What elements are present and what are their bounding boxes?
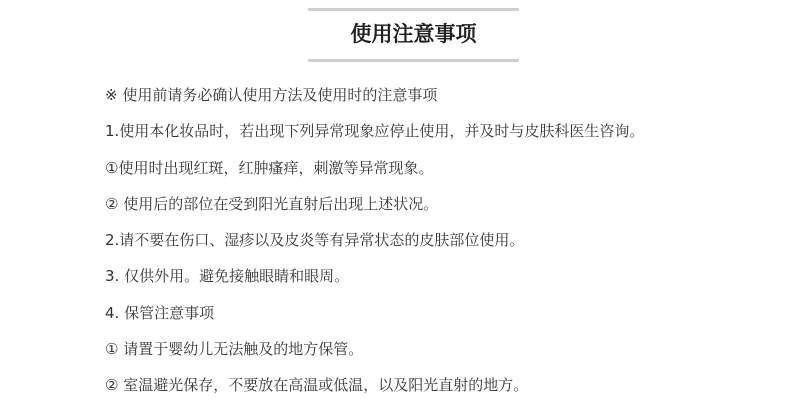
precaution-item-2: 2.请不要在伤口、湿疹以及皮炎等有异常状态的皮肤部位使用。 [105,231,525,249]
title-divider-bottom [308,59,519,62]
precautions-list [105,86,775,412]
precaution-subitem-1-1: ①使用时出现红斑，红肿瘙痒，刺激等异常现象。 [105,158,434,177]
precaution-subitem-4-2: ② 室温避光保存，不要放在高温或低温，以及阳光直射的地方。 [105,376,529,394]
precaution-intro: ※ 使用前请务必确认使用方法及使用时的注意事项 [105,86,438,104]
title-divider-top [308,8,519,11]
precaution-item-1: 1.使用本化妆品时，若出现下列异常现象应停止使用，并及时与皮肤科医生咨询。 [105,122,645,141]
precaution-item-3: 3. 仅供外用。避免接触眼睛和眼周。 [105,267,350,286]
page-title: 使用注意事项 [350,22,477,46]
precaution-item-4: 4. 保管注意事项 [105,303,215,322]
precaution-subitem-1-2: ② 使用后的部位在受到阳光直射后出现上述状况。 [105,194,439,213]
title-block [308,8,519,62]
precaution-subitem-4-1: ① 请置于婴幼儿无法触及的地方保管。 [105,339,364,358]
